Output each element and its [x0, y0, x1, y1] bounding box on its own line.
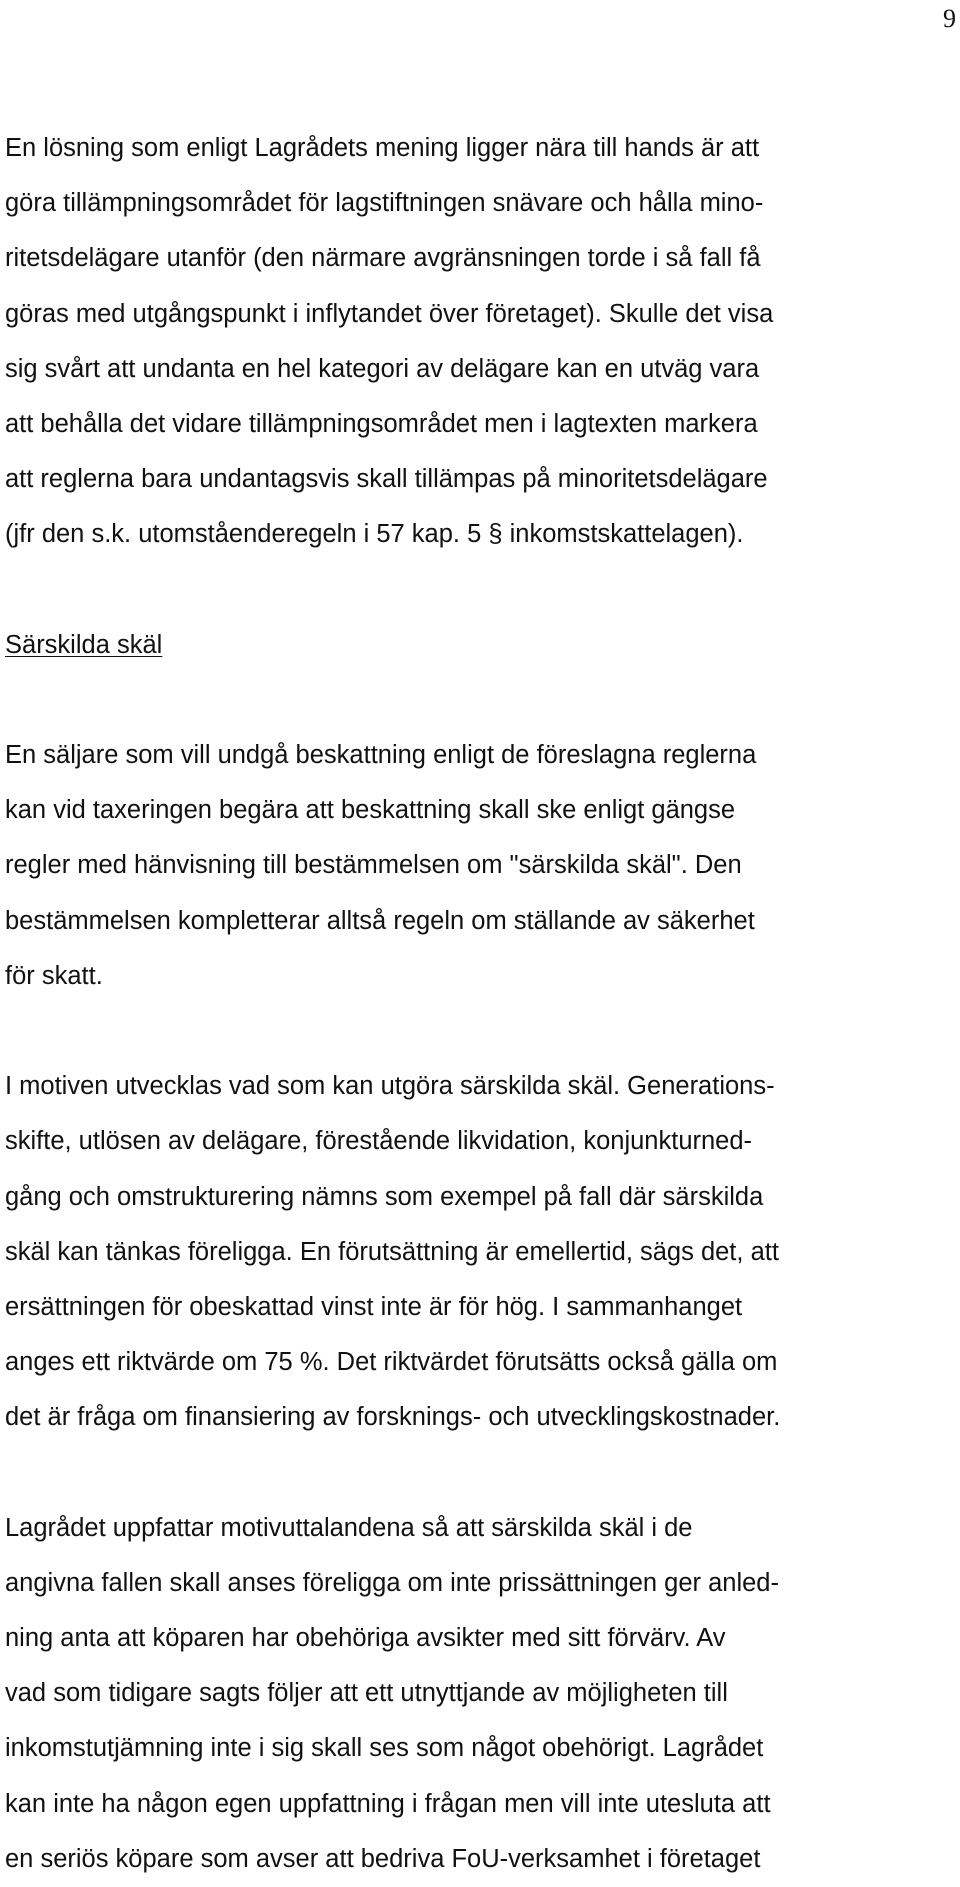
- section-heading-container: [5, 618, 955, 673]
- text-line: sig svårt att undanta en hel kategori av delägare kan en utväg vara: [5, 354, 760, 383]
- paragraph-tillampningsomrade: [5, 121, 955, 563]
- paragraph-lagradet: [5, 1501, 955, 1887]
- document-body: [5, 121, 955, 1887]
- text-line: (jfr den s.k. utomståenderegeln i 57 kap. 5 § inkomstskattelagen).: [5, 520, 744, 549]
- text-line: ritetsdelägare utanför (den närmare avgränsningen torde i så fall få: [5, 244, 761, 273]
- text-line: inkomstutjämning inte i sig skall ses som något obehörigt. Lagrådet: [5, 1734, 764, 1763]
- text-line: vad som tidigare sagts följer att ett utnyttjande av möjligheten till: [5, 1679, 728, 1708]
- paragraph-saljare: [5, 728, 955, 1004]
- text-line: ning anta att köparen har obehöriga avsikter med sitt förvärv. Av: [5, 1624, 726, 1653]
- text-line: göras med utgångspunkt i inflytandet över företaget). Skulle det visa: [5, 299, 774, 328]
- text-line: En säljare som vill undgå beskattning enligt de föreslagna reglerna: [5, 741, 757, 770]
- text-line: regler med hänvisning till bestämmelsen om "särskilda skäl". Den: [5, 851, 742, 880]
- text-line: skäl kan tänkas föreligga. En förutsättning är emellertid, sägs det, att: [5, 1237, 779, 1266]
- text-line: bestämmelsen kompletterar alltså regeln om ställande av säkerhet: [5, 906, 755, 935]
- text-line: Lagrådet uppfattar motivuttalandena så att särskilda skäl i de: [5, 1513, 693, 1542]
- text-line: skifte, utlösen av delägare, förestående likvidation, konjunkturned-: [5, 1127, 753, 1156]
- text-line: göra tillämpningsområdet för lagstiftningen snävare och hålla mino-: [5, 189, 764, 218]
- paragraph-spacer: [5, 673, 955, 728]
- section-heading: Särskilda skäl: [5, 630, 163, 659]
- text-line: för skatt.: [5, 961, 103, 990]
- paragraph-spacer: [5, 563, 955, 618]
- text-line: att behålla det vidare tillämpningsområdet men i lagtexten markera: [5, 409, 758, 438]
- text-line: anges ett riktvärde om 75 %. Det riktvärdet förutsätts också gälla om: [5, 1348, 778, 1377]
- text-line: angivna fallen skall anses föreligga om inte prissättningen ger anled-: [5, 1568, 779, 1597]
- text-line: det är fråga om finansiering av forsknings- och utvecklingskostnader.: [5, 1403, 781, 1432]
- paragraph-spacer: [5, 1446, 955, 1501]
- text-line: att reglerna bara undantagsvis skall tillämpas på minoritetsdelägare: [5, 465, 768, 494]
- text-line: kan vid taxeringen begära att beskattning skall ske enligt gängse: [5, 796, 736, 825]
- text-line: kan inte ha någon egen uppfattning i frågan men vill inte utesluta att: [5, 1789, 771, 1818]
- section-heading-line: [5, 618, 955, 673]
- paragraph-spacer: [5, 1004, 955, 1059]
- page-number: 9: [943, 4, 956, 33]
- text-line: gång och omstrukturering nämns som exempel på fall där särskilda: [5, 1182, 764, 1211]
- text-line: I motiven utvecklas vad som kan utgöra särskilda skäl. Generations-: [5, 1072, 775, 1101]
- text-line: En lösning som enligt Lagrådets mening ligger nära till hands är att: [5, 134, 760, 162]
- text-line: ersättningen för obeskattad vinst inte är för hög. I sammanhanget: [5, 1292, 743, 1321]
- text-line: en seriös köpare som avser att bedriva FoU-verksamhet i företaget: [5, 1844, 761, 1873]
- paragraph-motiven: [5, 1059, 955, 1445]
